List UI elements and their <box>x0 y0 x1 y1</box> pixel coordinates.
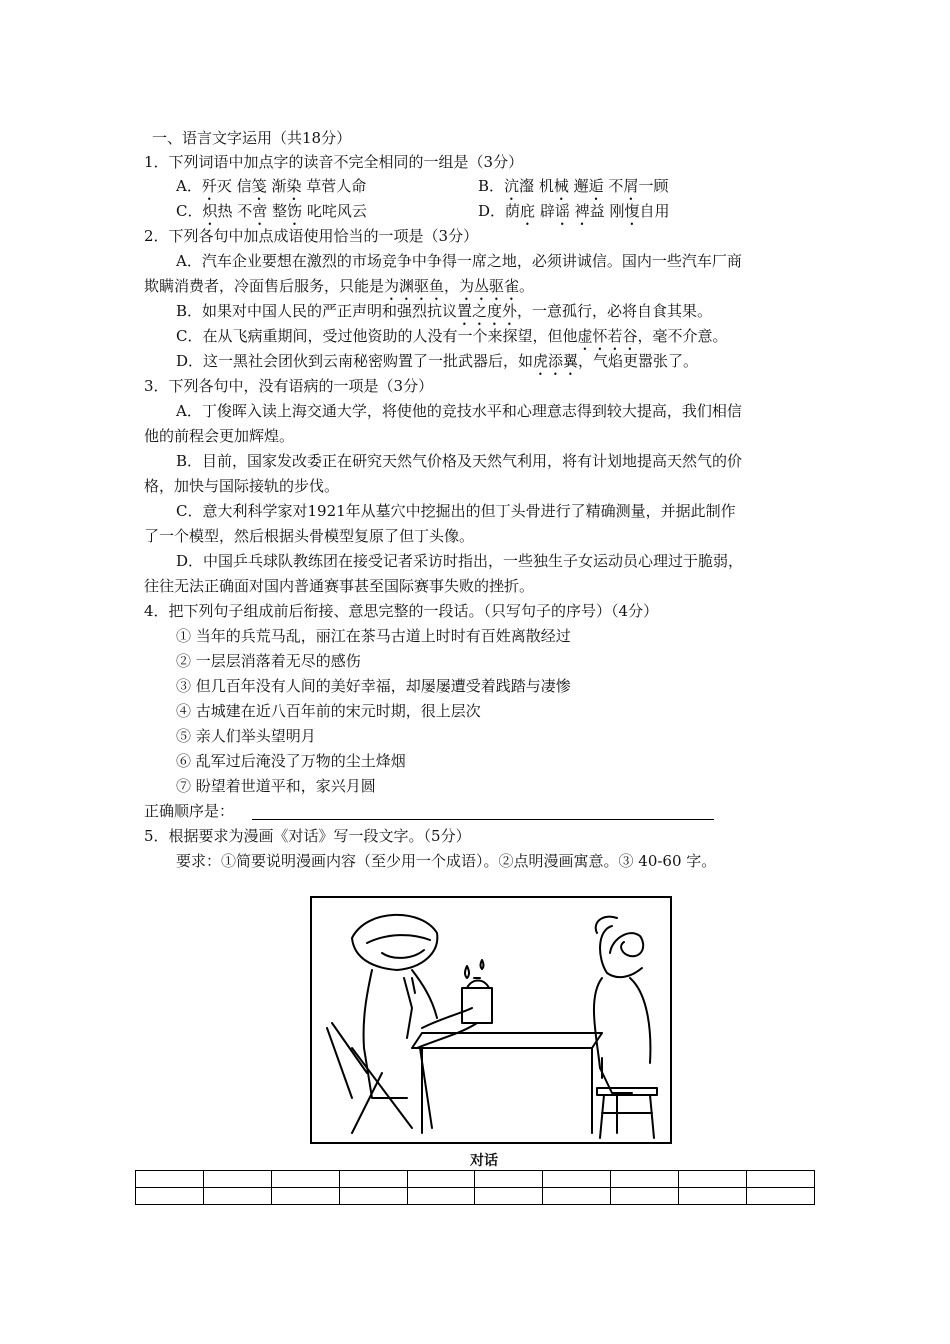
q3-option-c-line2: 了一个模型，然后根据头骨模型复原了但丁头像。 <box>144 527 475 545</box>
q2-option-a-line1[interactable]: A．汽车企业要想在激烈的市场竞争中争得一席之地，必须讲诚信。国内一些汽车厂商 <box>176 252 742 270</box>
q3-option-d-line1[interactable]: D．中国乒乓球队教练团在接受记者采访时指出，一些独生子女运动员心理过于脆弱， <box>176 552 744 570</box>
q2-option-a-line2: 欺瞒消费者，冷面售后服务，只能是为渊驱鱼，为丛驱雀。 <box>144 277 535 295</box>
q1-option-c[interactable]: C．炽热 不啻 整饬 叱咤风云 <box>176 202 367 220</box>
answer-grid-cell[interactable] <box>203 1188 271 1205</box>
q3-option-a-line2: 他的前程会更加辉煌。 <box>144 427 295 445</box>
answer-grid-cell[interactable] <box>475 1188 543 1205</box>
answer-grid-row <box>136 1188 815 1205</box>
q4-answer-blank[interactable] <box>252 819 714 820</box>
cartoon-caption: 对话 <box>470 1153 498 1169</box>
q3-option-d-line2: 往往无法正确面对国内普通赛事甚至国际赛事失败的挫折。 <box>144 577 535 595</box>
section-title: 一、语言文字运用（共18分） <box>152 129 352 147</box>
answer-grid-row <box>136 1171 815 1188</box>
q1-option-a[interactable]: A．歼灭 信笺 渐染 草菅人命 <box>176 177 367 195</box>
answer-grid-cell[interactable] <box>543 1171 611 1188</box>
q4-sentence-2: ② 一层层消落着无尽的感伤 <box>176 652 361 670</box>
q3-option-c-line1[interactable]: C．意大利科学家对1921年从墓穴中挖掘出的但丁头骨进行了精确测量，并据此制作 <box>176 502 736 520</box>
q4-stem: 4．把下列句子组成前后衔接、意思完整的一段话。（只写句子的序号）（4分） <box>144 602 659 620</box>
q3-stem: 3．下列各句中，没有语病的一项是（3分） <box>144 377 434 395</box>
answer-grid-cell[interactable] <box>271 1171 339 1188</box>
q1-option-b[interactable]: B．沆瀣 机械 邂逅 不屑一顾 <box>478 177 669 195</box>
answer-grid-cell[interactable] <box>475 1171 543 1188</box>
q4-sentence-4: ④ 古城建在近八百年前的宋元时期，很上层次 <box>176 702 481 720</box>
cartoon-drawing <box>312 898 670 1142</box>
q2-option-c[interactable]: C．在从飞病重期间，受过他资助的人没有一个来探望，但他虚怀若谷，毫不介意。 <box>176 327 728 345</box>
answer-grid-cell[interactable] <box>271 1188 339 1205</box>
q3-option-a-line1[interactable]: A．丁俊晖入读上海交通大学，将使他的竞技水平和心理意志得到较大提高，我们相信 <box>176 402 742 420</box>
answer-grid-cell[interactable] <box>407 1188 475 1205</box>
answer-grid-cell[interactable] <box>339 1171 407 1188</box>
answer-grid-cell[interactable] <box>679 1171 747 1188</box>
q3-option-b-line2: 格，加快与国际接轨的步伐。 <box>144 477 340 495</box>
q1-option-d[interactable]: D．荫庇 辟谣 裨益 刚愎自用 <box>478 202 670 220</box>
answer-grid-cell[interactable] <box>679 1188 747 1205</box>
answer-grid-cell[interactable] <box>611 1188 679 1205</box>
answer-grid-cell[interactable] <box>136 1171 204 1188</box>
answer-grid-cell[interactable] <box>203 1171 271 1188</box>
q1-stem: 1．下列词语中加点字的读音不完全相同的一组是（3分） <box>144 153 524 171</box>
answer-grid-cell[interactable] <box>747 1171 815 1188</box>
answer-grid-cell[interactable] <box>543 1188 611 1205</box>
q4-sentence-5: ⑤ 亲人们举头望明月 <box>176 727 316 745</box>
answer-grid-cell[interactable] <box>611 1171 679 1188</box>
q5-stem: 5．根据要求为漫画《对话》写一段文字。（5分） <box>144 827 471 845</box>
q5-requirements: 要求：①简要说明漫画内容（至少用一个成语）。②点明漫画寓意。③ 40-60 字。 <box>176 852 717 870</box>
q2-stem: 2．下列各句中加点成语使用恰当的一项是（3分） <box>144 227 479 245</box>
answer-grid-cell[interactable] <box>339 1188 407 1205</box>
q4-answer-label: 正确顺序是： <box>144 802 235 820</box>
q4-sentence-7: ⑦ 盼望着世道平和，家兴月圆 <box>176 777 376 795</box>
q4-sentence-1: ① 当年的兵荒马乱，丽江在茶马古道上时时有百姓离散经过 <box>176 627 571 645</box>
answer-grid-cell[interactable] <box>407 1171 475 1188</box>
answer-grid-cell[interactable] <box>136 1188 204 1205</box>
q4-sentence-3: ③ 但几百年没有人间的美好幸福，却屡屡遭受着践踏与凄惨 <box>176 677 571 695</box>
q4-sentence-6: ⑥ 乱军过后淹没了万物的尘土烽烟 <box>176 752 406 770</box>
answer-grid[interactable] <box>135 1170 815 1205</box>
answer-grid-cell[interactable] <box>747 1188 815 1205</box>
q2-option-d[interactable]: D．这一黑社会团伙到云南秘密购置了一批武器后，如虎添翼，气焰更嚣张了。 <box>176 352 699 370</box>
dialogue-cartoon <box>310 896 672 1144</box>
q3-option-b-line1[interactable]: B．目前，国家发改委正在研究天然气价格及天然气利用，将有计划地提高天然气的价 <box>176 452 743 470</box>
q2-option-b[interactable]: B．如果对中国人民的严正声明和强烈抗议置之度外，一意孤行，必将自食其果。 <box>176 302 713 320</box>
